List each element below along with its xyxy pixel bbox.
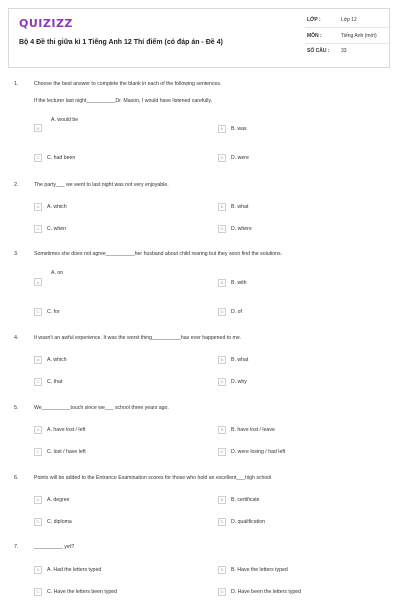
option-letter-box[interactable]: A xyxy=(34,203,42,211)
question-number: 5. xyxy=(14,405,19,411)
option-label: D. where xyxy=(231,225,252,232)
question-text: It wasn't an awful experience. It was the worst thing__________has ever happened to me. xyxy=(34,335,242,341)
question-text: Points will be added to the Entrance Examination scores for those who hold an excellent___high school xyxy=(34,475,272,481)
option-b[interactable] xyxy=(218,124,247,133)
class-label: LỚP : xyxy=(307,17,321,23)
option-label: A. on xyxy=(51,270,64,276)
option-letter-box[interactable]: B xyxy=(218,496,226,504)
option-label: C. diploma xyxy=(47,518,72,525)
option-b[interactable] xyxy=(218,425,275,434)
option-letter-box[interactable]: D xyxy=(218,518,226,526)
option-letter-box[interactable]: D xyxy=(218,225,226,233)
option-label: D. were losing / had left xyxy=(231,448,286,455)
option-label: B. what xyxy=(231,203,249,210)
option-label: C. had been xyxy=(47,154,76,161)
option-letter-box[interactable]: B xyxy=(218,356,226,364)
worksheet-header xyxy=(8,8,390,68)
question-number: 4. xyxy=(14,335,19,341)
question-text: If the lecturer last night__________Dr. Mason, I would have listened carefully. xyxy=(34,98,213,104)
question-text: We__________touch since we___ school three years ago. xyxy=(34,405,169,411)
option-letter-box[interactable]: D xyxy=(218,378,226,386)
option-letter-box[interactable]: A xyxy=(34,124,42,132)
option-label: C. Have the letters been typed xyxy=(47,588,118,595)
option-c[interactable] xyxy=(34,307,60,316)
option-label: C. lost / have left xyxy=(47,448,86,455)
question-text: Sometimes she does not agree__________her husband about child rearing but they soon find the solutions. xyxy=(34,251,283,257)
option-c[interactable] xyxy=(34,224,66,233)
question-count-label: SỐ CÂU : xyxy=(307,48,330,54)
option-letter-box[interactable]: A xyxy=(34,566,42,574)
option-b[interactable] xyxy=(218,495,260,504)
option-label: B. what xyxy=(231,356,249,363)
question-number: 7. xyxy=(14,544,19,550)
option-c[interactable] xyxy=(34,587,117,596)
worksheet-title: Bộ 4 Đề thi giữa kì 1 Tiếng Anh 12 Thí điểm (có đáp án - Đề 4) xyxy=(19,39,223,46)
option-b[interactable] xyxy=(218,202,248,211)
option-c[interactable] xyxy=(34,447,86,456)
option-b[interactable] xyxy=(218,355,248,364)
option-c[interactable] xyxy=(34,517,72,526)
option-letter-box[interactable]: D xyxy=(218,308,226,316)
option-label: D. why xyxy=(231,378,247,385)
option-letter-box[interactable]: B xyxy=(218,279,226,287)
option-letter-box[interactable]: C xyxy=(34,518,42,526)
option-letter-box[interactable]: B xyxy=(218,203,226,211)
option-label: D. of xyxy=(231,308,242,315)
option-label: A. would be xyxy=(51,117,79,123)
question-number: 6. xyxy=(14,475,19,481)
divider xyxy=(305,27,391,28)
option-a[interactable] xyxy=(34,425,85,434)
question-number: 1. xyxy=(14,81,19,87)
option-label: D. were xyxy=(231,154,249,161)
option-label: D. Have been the letters typed xyxy=(231,588,302,595)
option-d[interactable] xyxy=(218,224,252,233)
option-label: A. Had the letters typed xyxy=(47,566,102,573)
option-a[interactable] xyxy=(34,355,67,364)
option-letter-box[interactable]: D xyxy=(218,154,226,162)
option-label: B. Have the letters typed xyxy=(231,566,288,573)
option-letter-box[interactable]: C xyxy=(34,154,42,162)
option-label: C. that xyxy=(47,378,63,385)
option-label: C. for xyxy=(47,308,60,315)
option-label: B. with xyxy=(231,279,247,286)
option-letter-box[interactable]: C xyxy=(34,225,42,233)
option-letter-box[interactable]: A xyxy=(34,496,42,504)
option-b[interactable] xyxy=(218,565,288,574)
option-letter-box[interactable]: C xyxy=(34,448,42,456)
option-label: A. which xyxy=(47,203,67,210)
question-count-value: 33 xyxy=(341,48,347,54)
option-letter-box[interactable]: A xyxy=(34,426,42,434)
subject-label: MÔN : xyxy=(307,33,322,39)
option-letter-box[interactable]: C xyxy=(34,308,42,316)
option-d[interactable] xyxy=(218,587,301,596)
question-text: The party___ we went to last night was not very enjoyable. xyxy=(34,182,169,188)
option-d[interactable] xyxy=(218,447,285,456)
option-label: B. have lost / leave xyxy=(231,426,275,433)
option-label: A. have lost / left xyxy=(47,426,86,433)
option-label: A. which xyxy=(47,356,67,363)
question-text: __________ yet? xyxy=(34,544,75,550)
option-letter-box[interactable]: C xyxy=(34,378,42,386)
option-label: C. when xyxy=(47,225,67,232)
option-a[interactable] xyxy=(34,495,70,504)
question-number: 2. xyxy=(14,182,19,188)
option-letter-box[interactable]: A xyxy=(34,278,42,286)
option-label: B. certificate xyxy=(231,496,260,503)
option-letter-box[interactable]: D xyxy=(218,448,226,456)
option-b[interactable] xyxy=(218,278,247,287)
class-value: Lớp 12 xyxy=(341,17,357,23)
option-label: D. qualification xyxy=(231,518,266,525)
option-letter-box[interactable]: A xyxy=(34,356,42,364)
option-letter-box[interactable]: B xyxy=(218,125,226,133)
quizizz-logo: QUIZIZZ xyxy=(19,17,73,30)
option-label: B. was xyxy=(231,125,247,132)
question-instruction: Choose the best answer to complete the blank in each of the following sentences. xyxy=(34,81,222,87)
option-d[interactable] xyxy=(218,153,249,162)
option-label: A. degree xyxy=(47,496,70,503)
divider xyxy=(305,43,391,44)
option-d[interactable] xyxy=(218,307,242,316)
question-number: 3. xyxy=(14,251,19,257)
option-letter-box[interactable]: B xyxy=(218,566,226,574)
option-letter-box[interactable]: C xyxy=(34,588,42,596)
option-a[interactable] xyxy=(34,202,67,211)
option-a[interactable] xyxy=(34,565,101,574)
option-c[interactable] xyxy=(34,153,75,162)
option-letter-box[interactable]: D xyxy=(218,588,226,596)
option-c[interactable] xyxy=(34,377,62,386)
subject-value: Tiếng Anh (mới) xyxy=(341,33,377,39)
option-letter-box[interactable]: B xyxy=(218,426,226,434)
option-d[interactable] xyxy=(218,517,265,526)
option-d[interactable] xyxy=(218,377,247,386)
